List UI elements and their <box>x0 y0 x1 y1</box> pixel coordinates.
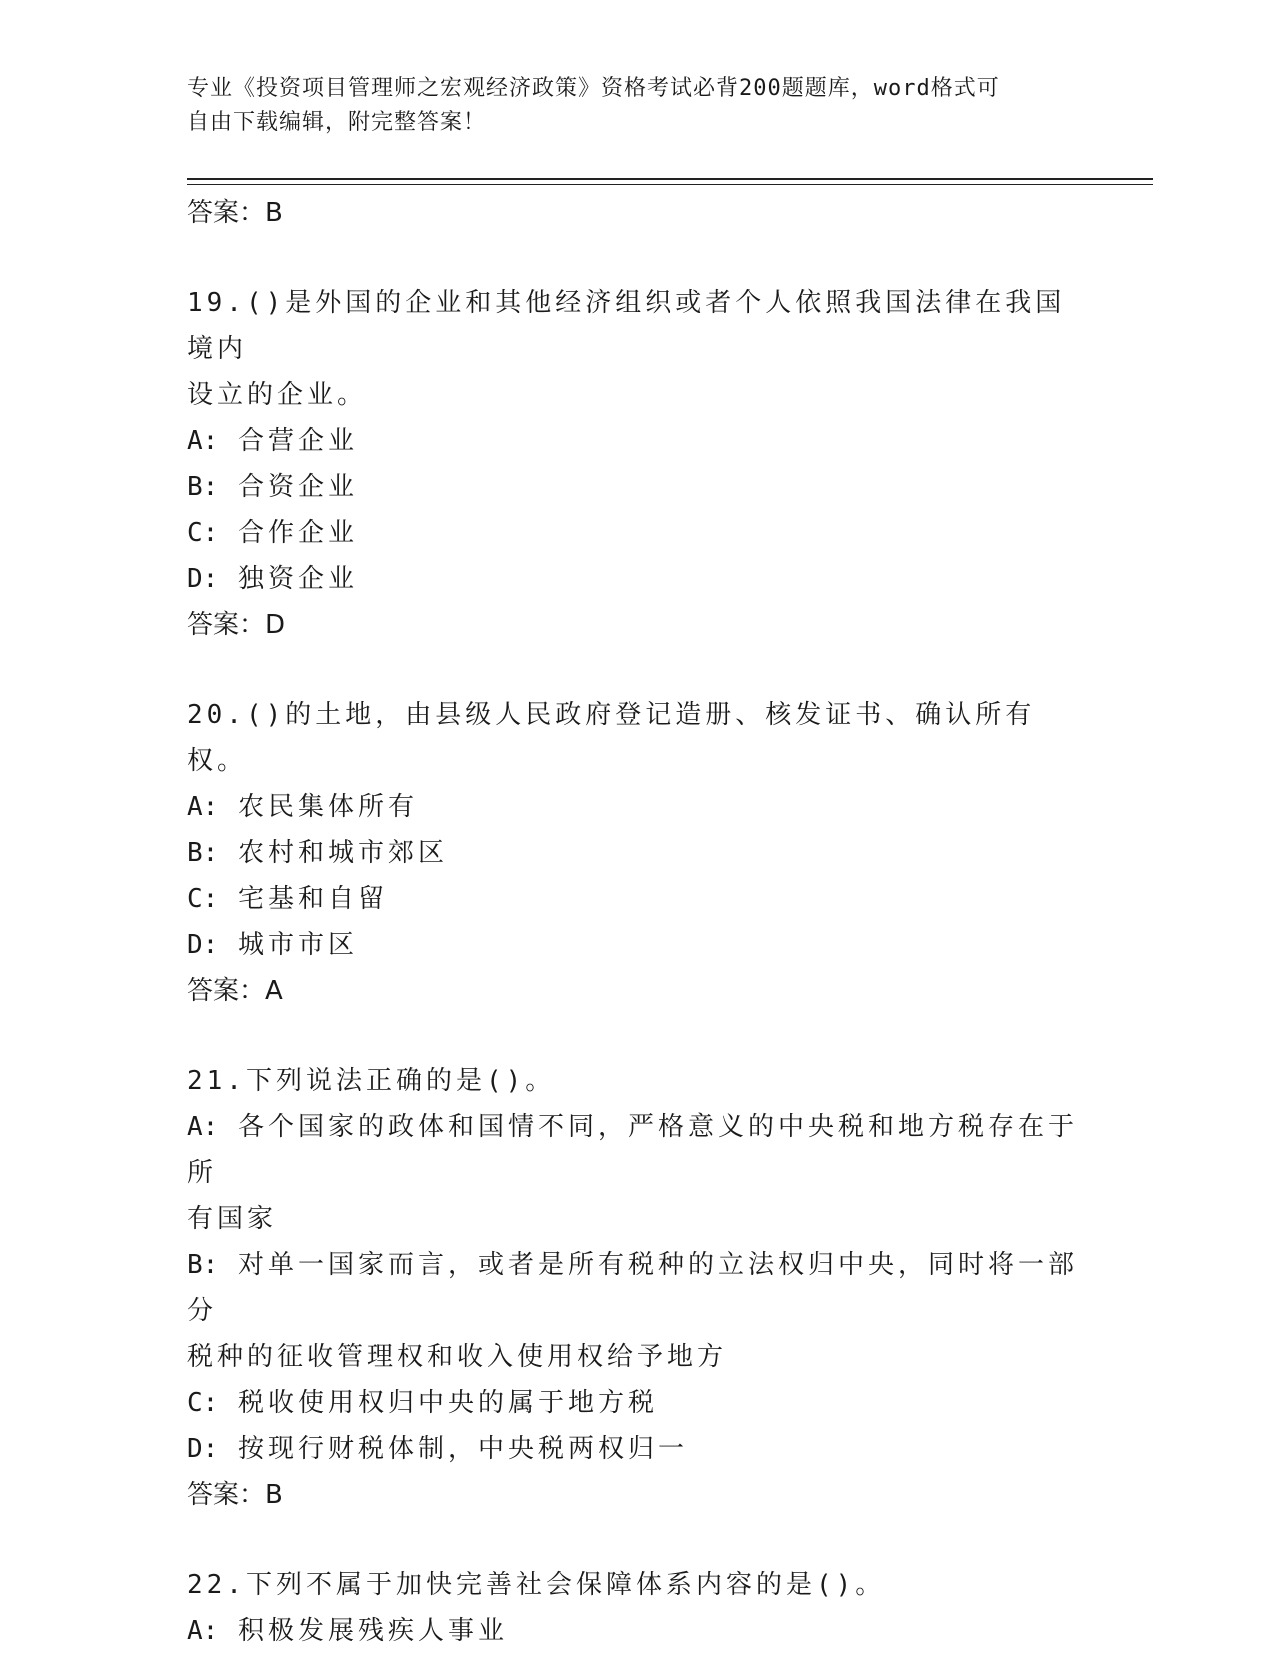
question-22 <box>187 1562 1087 1654</box>
option-text: 税收使用权归中央的属于地方税 <box>237 1388 658 1418</box>
option-a <box>187 418 1087 464</box>
option-c <box>187 1380 1087 1426</box>
option-letter: B: <box>187 838 219 868</box>
question-stem-line: 22.下列不属于加快完善社会保障体系内容的是()。 <box>187 1570 886 1600</box>
option-letter: A: <box>187 1112 219 1142</box>
answer-line: 答案：A <box>187 976 283 1006</box>
option-letter: D: <box>187 564 219 594</box>
option-letter: D: <box>187 930 219 960</box>
option-letter: A: <box>187 792 219 822</box>
question-19 <box>187 280 1087 648</box>
question-stem-line: 19.()是外国的企业和其他经济组织或者个人依照我国法律在我国境内 <box>187 288 1066 364</box>
question-list <box>187 190 1087 1654</box>
option-d <box>187 922 1087 968</box>
option-a-continued: 有国家 <box>187 1204 278 1234</box>
option-letter: B: <box>187 472 219 502</box>
document-header <box>187 72 1067 140</box>
option-b <box>187 830 1087 876</box>
option-text: 农村和城市郊区 <box>237 838 448 868</box>
question-stem-line: 21.下列说法正确的是()。 <box>187 1066 556 1096</box>
option-letter: A: <box>187 426 219 456</box>
option-d <box>187 556 1087 602</box>
option-a <box>187 784 1087 830</box>
question-stem-line: 20.()的土地，由县级人民政府登记造册、核发证书、确认所有权。 <box>187 700 1036 776</box>
option-text: 按现行财税体制，中央税两权归一 <box>237 1434 688 1464</box>
option-letter: C: <box>187 884 219 914</box>
option-b <box>187 1242 1087 1334</box>
header-divider-thick <box>187 178 1153 180</box>
option-text: 农民集体所有 <box>237 792 418 822</box>
option-a <box>187 1608 1087 1654</box>
option-text: 合营企业 <box>237 426 358 456</box>
option-text: 各个国家的政体和国情不同，严格意义的中央税和地方税存在于所 <box>187 1112 1078 1188</box>
header-line-2: 自由下载编辑，附完整答案！ <box>187 110 487 135</box>
option-a <box>187 1104 1087 1196</box>
option-b <box>187 464 1087 510</box>
header-divider-thin <box>187 184 1153 185</box>
option-letter: D: <box>187 1434 219 1464</box>
option-text: 合作企业 <box>237 518 358 548</box>
option-text: 合资企业 <box>237 472 358 502</box>
header-line-1: 专业《投资项目管理师之宏观经济政策》资格考试必背200题题库，word格式可 <box>187 76 1000 101</box>
answer-line: 答案：B <box>187 1480 283 1510</box>
question-21 <box>187 1058 1087 1518</box>
option-text: 独资企业 <box>237 564 358 594</box>
option-b-continued: 税种的征收管理权和收入使用权给予地方 <box>187 1342 728 1372</box>
option-text: 宅基和自留 <box>237 884 388 914</box>
option-letter: A: <box>187 1616 219 1646</box>
answer-line: 答案：D <box>187 610 286 640</box>
option-d <box>187 1426 1087 1472</box>
question-20 <box>187 692 1087 1014</box>
option-letter: B: <box>187 1250 219 1280</box>
option-c <box>187 510 1087 556</box>
option-text: 积极发展残疾人事业 <box>237 1616 508 1646</box>
option-letter: C: <box>187 518 219 548</box>
option-letter: C: <box>187 1388 219 1418</box>
option-text: 城市市区 <box>237 930 358 960</box>
option-c <box>187 876 1087 922</box>
answer-line: 答案：B <box>187 198 283 228</box>
question-stem-line: 设立的企业。 <box>187 380 368 410</box>
option-text: 对单一国家而言，或者是所有税种的立法权归中央，同时将一部分 <box>187 1250 1078 1326</box>
